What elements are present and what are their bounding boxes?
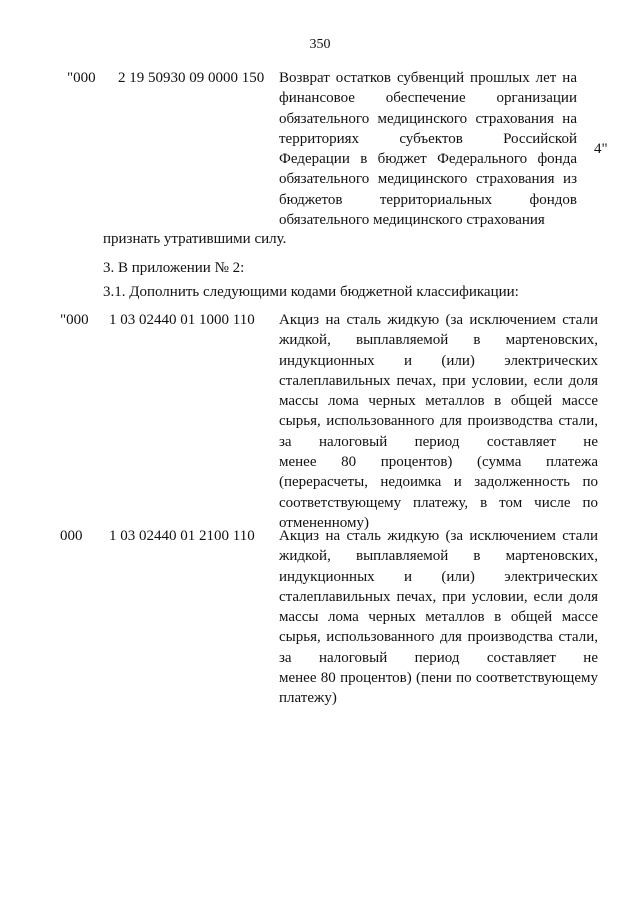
- entry-1-line: территориях субъектов Российской: [279, 130, 577, 147]
- entry-1-line: обязательного медицинского страхования из: [279, 171, 577, 188]
- entry-3-kbk: 1 03 02440 01 2100 110: [109, 528, 255, 544]
- entry-3-description: [279, 526, 598, 709]
- entry-3-line: за налоговый период составляет не: [279, 649, 598, 666]
- entry-1-line: бюджетов территориальных фондов: [279, 191, 577, 208]
- page-number: 350: [309, 37, 331, 52]
- entry-3-line: Акциз на сталь жидкую (за исключением стали: [279, 528, 598, 544]
- entry-3-line: менее 80 процентов) (пени по соответствующему: [279, 670, 598, 687]
- entry-3-line: сырья, использованного для производства стали,: [279, 629, 598, 646]
- entry-2-line: индукционных и (или) электрических: [279, 352, 598, 369]
- paragraph-repeal: признать утратившими силу.: [103, 231, 287, 247]
- entry-1-trailer: 4": [594, 141, 608, 157]
- entry-2-line: отмененному): [279, 514, 369, 531]
- entry-1-description: [279, 68, 577, 230]
- entry-1-kbk: 2 19 50930 09 0000 150: [118, 70, 265, 86]
- entry-1-admin-code: "000: [67, 70, 96, 86]
- entry-2-description: [279, 310, 598, 533]
- entry-1-line: обязательного медицинского страхования на: [279, 110, 577, 127]
- entry-2-line: соответствующему платежу, в том числе по: [279, 494, 598, 511]
- entry-3-line: массы лома черных металлов в общей массе: [279, 609, 598, 626]
- entry-2-line: массы лома черных металлов в общей массе: [279, 393, 598, 410]
- entry-3-line: сталеплавильных печах, при условии, если доля: [279, 588, 598, 605]
- entry-1-line: Возврат остатков субвенций прошлых лет на: [279, 70, 577, 86]
- entry-2-admin-code: "000: [60, 312, 89, 328]
- entry-2-line: (перерасчеты, недоимка и задолженность по: [279, 474, 598, 491]
- paragraph-appendix-2: 3. В приложении № 2:: [103, 260, 245, 276]
- entry-1-line: финансовое обеспечение организации: [279, 90, 577, 107]
- entry-2-line: сталеплавильных печах, при условии, если доля: [279, 372, 598, 389]
- entry-1-line: обязательного медицинского страхования: [279, 212, 545, 229]
- entry-3-admin-code: 000: [60, 528, 83, 544]
- entry-1-line: Федерации в бюджет Федерального фонда: [279, 151, 577, 168]
- entry-2-line: Акциз на сталь жидкую (за исключением стали: [279, 312, 598, 328]
- entry-2-line: сырья, использованного для производства стали,: [279, 413, 598, 430]
- paragraph-add-codes: 3.1. Дополнить следующими кодами бюджетной классификации:: [103, 284, 519, 300]
- entry-3-line: платежу): [279, 690, 337, 707]
- entry-2-line: за налоговый период составляет не: [279, 433, 598, 450]
- entry-3-line: индукционных и (или) электрических: [279, 568, 598, 585]
- entry-2-line: жидкой, выплавляемой в мартеновских,: [279, 332, 598, 349]
- entry-2-kbk: 1 03 02440 01 1000 110: [109, 312, 255, 328]
- entry-3-line: жидкой, выплавляемой в мартеновских,: [279, 548, 598, 565]
- entry-2-line: менее 80 процентов) (сумма платежа: [279, 454, 598, 471]
